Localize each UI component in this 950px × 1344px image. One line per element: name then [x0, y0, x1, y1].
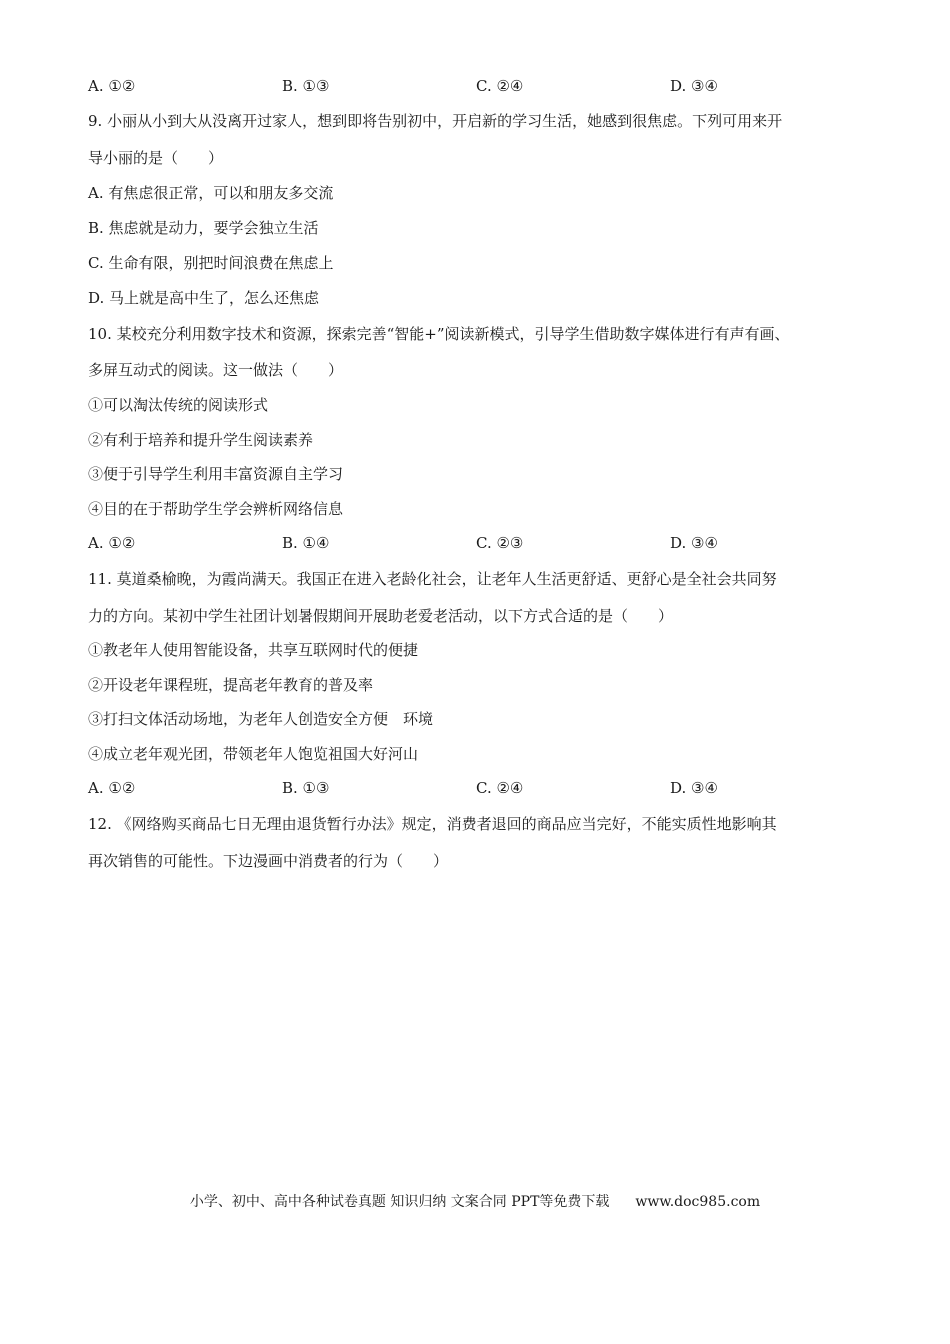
q11-option-a: A. ①②: [88, 779, 136, 797]
q11-stem-line-1: 11. 莫道桑榆晚，为霞尚满天。我国正在进入老龄化社会，让老年人生活更舒适、更舒心是全社会共同努: [88, 570, 777, 588]
q11-option-c: C. ②④: [476, 779, 524, 797]
q10-stem-line-2: 多屏互动式的阅读。这一做法（ ）: [88, 361, 344, 379]
q9-stem-line-2: 导小丽的是（ ）: [88, 149, 224, 167]
q11-stem-line-2: 力的方向。某初中学生社团计划暑假期间开展助老爱老活动，以下方式合适的是（ ）: [88, 607, 674, 625]
q9-choice-d: D. 马上就是高中生了，怎么还焦虑: [88, 289, 320, 307]
q10-option-c: C. ②③: [476, 534, 524, 552]
q8-option-d: D. ③④: [670, 77, 718, 95]
q10-item-4: ④目的在于帮助学生学会辨析网络信息: [88, 500, 344, 518]
q9-stem-line-1: 9. 小丽从小到大从没离开过家人，想到即将告别初中，开启新的学习生活，她感到很焦虑。下列可用来开: [88, 112, 783, 130]
q12-stem-line-2: 再次销售的可能性。下边漫画中消费者的行为（ ）: [88, 852, 449, 870]
q10-stem-line-1: 10. 某校充分利用数字技术和资源，探索完善“智能+”阅读新模式，引导学生借助数字媒体进行有声有画、: [88, 325, 790, 343]
q10-options: [88, 533, 788, 553]
q9-choice-b: B. 焦虑就是动力，要学会独立生活: [88, 219, 319, 237]
q9-choice-c: C. 生命有限，别把时间浪费在焦虑上: [88, 254, 334, 272]
footer-url: www.doc985.com: [635, 1194, 761, 1210]
q11-item-2: ②开设老年课程班，提高老年教育的普及率: [88, 676, 374, 694]
q11-item-3: ③打扫文体活动场地，为老年人创造安全方便 环境: [88, 710, 434, 728]
footer-text: 小学、初中、高中各种试卷真题 知识归纳 文案合同 PPT等免费下载: [189, 1194, 610, 1210]
q10-item-2: ②有利于培养和提升学生阅读素养: [88, 431, 314, 449]
q10-option-b: B. ①④: [282, 534, 330, 552]
q8-options: [88, 76, 788, 96]
q10-option-d: D. ③④: [670, 534, 718, 552]
q8-option-b: B. ①③: [282, 77, 330, 95]
q12-stem-line-1: 12. 《网络购买商品七日无理由退货暂行办法》规定，消费者退回的商品应当完好，不能实质性地影响其: [88, 815, 777, 833]
q8-option-a: A. ①②: [88, 77, 136, 95]
q11-option-d: D. ③④: [670, 779, 718, 797]
q10-option-a: A. ①②: [88, 534, 136, 552]
q11-option-b: B. ①③: [282, 779, 330, 797]
q8-option-c: C. ②④: [476, 77, 524, 95]
q11-options: [88, 778, 788, 798]
q9-choice-a: A. 有焦虑很正常，可以和朋友多交流: [88, 184, 334, 202]
q10-item-1: ①可以淘汰传统的阅读形式: [88, 396, 269, 414]
q11-item-1: ①教老年人使用智能设备，共享互联网时代的便捷: [88, 641, 419, 659]
q10-item-3: ③便于引导学生利用丰富资源自主学习: [88, 465, 344, 483]
q11-item-4: ④成立老年观光团，带领老年人饱览祖国大好河山: [88, 745, 419, 763]
page-footer: [0, 1192, 950, 1212]
